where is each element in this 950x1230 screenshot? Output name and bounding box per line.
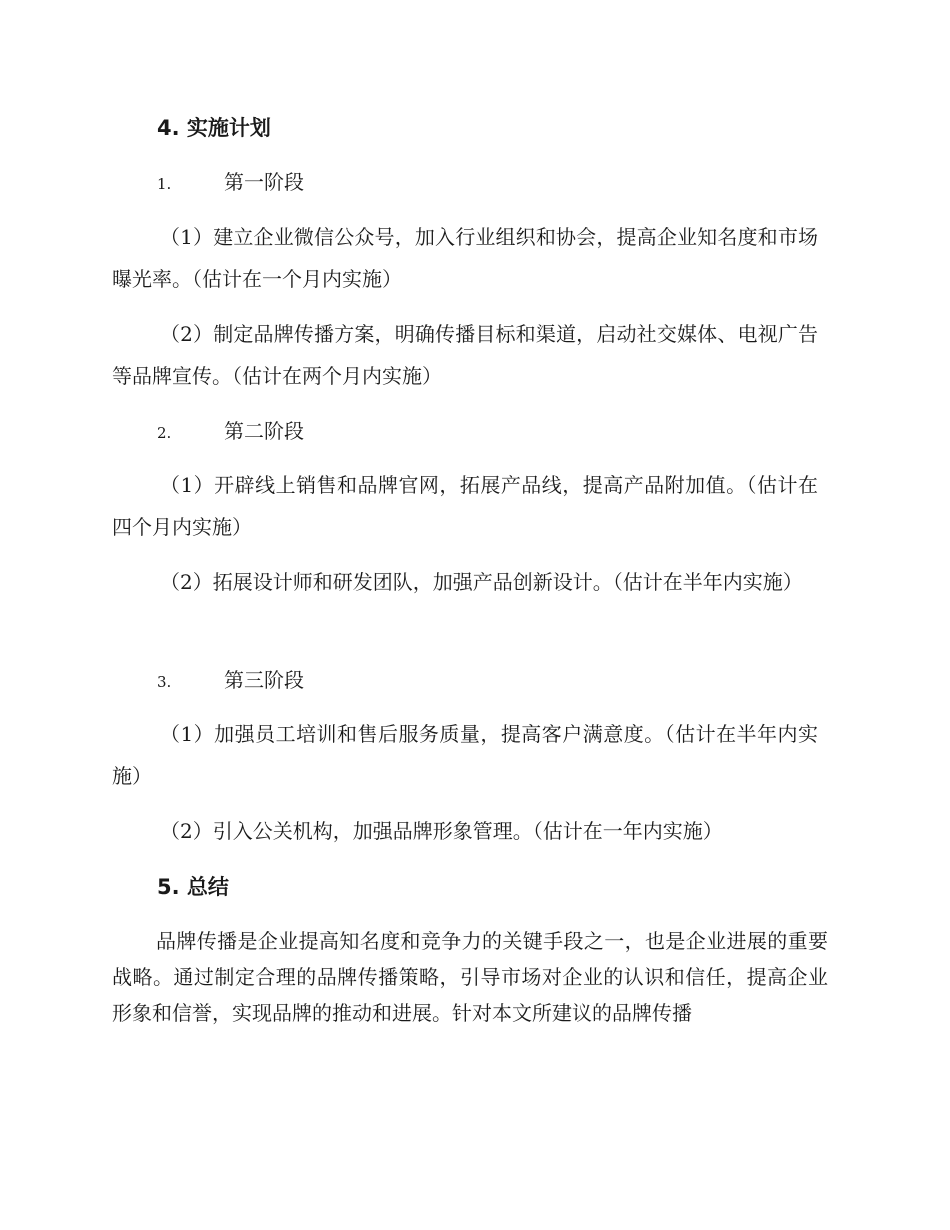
phase-3-number: 3. — [157, 673, 172, 691]
phase-1-item-2: （2）制定品牌传播方案，明确传播目标和渠道，启动社交媒体、电视广告等品牌宣传。（估计在两个月内实施） — [112, 322, 818, 388]
phase-3-title — [157, 666, 304, 696]
section-heading-implementation-plan: 4. 实施计划 — [157, 116, 271, 140]
phase-2-item-1: （1）开辟线上销售和品牌官网，拓展产品线，提高产品附加值。（估计在四个月内实施） — [112, 473, 818, 539]
phase-2-label: 第二阶段 — [224, 419, 304, 443]
phase-1-title — [157, 168, 304, 198]
phase-1-label: 第一阶段 — [224, 170, 304, 194]
section-heading-summary: 5. 总结 — [157, 875, 229, 899]
phase-1-number: 1. — [157, 175, 172, 193]
phase-3-item-2: （2）引入公关机构，加强品牌形象管理。（估计在一年内实施） — [160, 819, 723, 843]
phase-3-item-1: （1）加强员工培训和售后服务质量，提高客户满意度。（估计在半年内实施） — [112, 722, 818, 788]
summary-paragraph: 品牌传播是企业提高知名度和竞争力的关键手段之一，也是企业进展的重要战略。通过制定合理的品牌传播策略，引导市场对企业的认识和信任，提高企业形象和信誉，实现品牌的推动和进展。针对本文所建议的品牌传播 — [112, 929, 828, 1025]
phase-3-label: 第三阶段 — [224, 668, 304, 692]
phase-2-title — [157, 417, 304, 447]
phase-2-item-2: （2）拓展设计师和研发团队，加强产品创新设计。（估计在半年内实施） — [160, 570, 803, 594]
phase-1-item-1: （1）建立企业微信公众号，加入行业组织和协会，提高企业知名度和市场曝光率。（估计在一个月内实施） — [112, 225, 818, 291]
phase-2-number: 2. — [157, 424, 172, 442]
